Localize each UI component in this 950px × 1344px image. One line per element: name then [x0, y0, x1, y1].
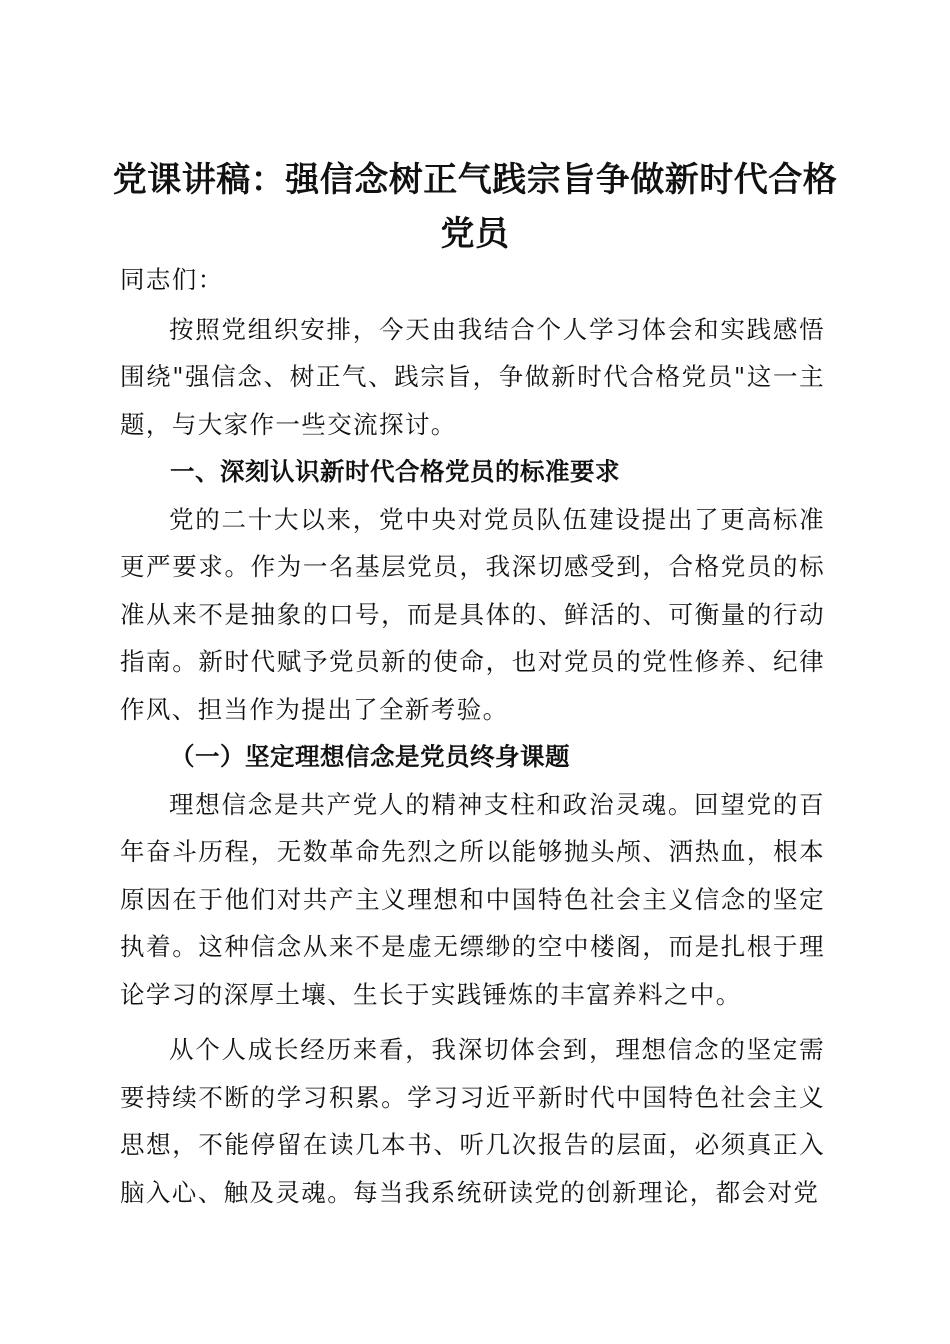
- salutation: 同志们：: [120, 265, 224, 294]
- subsection-1-paragraph-1: 理想信念是共产党人的精神支柱和政治灵魂。回望党的百年奋斗历程，无数革命先烈之所以能够抛头颅、洒热血，根本原因在于他们对共产主义理想和中国特色社会主义信念的坚定执着。这种信念从来不是虚无缥缈的空中楼阁，而是扎根于理论学习的深厚土壤、生长于实践锤炼的丰富养料之中。: [120, 789, 825, 1009]
- section-1-paragraph: 党的二十大以来，党中央对党员队伍建设提出了更高标准更严要求。作为一名基层党员，我深切感受到，合格党员的标准从来不是抽象的口号，而是具体的、鲜活的、可衡量的行动指南。新时代赋予党员新的使命，也对党员的党性修养、纪律作风、担当作为提出了全新考验。: [120, 504, 825, 724]
- subsection-1-paragraph-2: 从个人成长经历来看，我深切体会到，理想信念的坚定需要持续不断的学习积累。学习习近平新时代中国特色社会主义思想，不能停留在读几本书、听几次报告的层面，必须真正入脑入心、触及灵魂。每当我系统研读党的创新理论，都会对党: [120, 1035, 825, 1207]
- document-body: [120, 256, 825, 1216]
- subsection-heading-1: （一）坚定理想信念是党员终身课题: [170, 742, 570, 771]
- intro-paragraph: 按照党组织安排，今天由我结合个人学习体会和实践感悟围绕"强信念、树正气、践宗旨，争做新时代合格党员"这一主题，与大家作一些交流探讨。: [120, 314, 825, 439]
- document-title: 党课讲稿：强信念树正气践宗旨争做新时代合格党员: [112, 159, 838, 254]
- section-heading-1: 一、深刻认识新时代合格党员的标准要求: [170, 457, 620, 486]
